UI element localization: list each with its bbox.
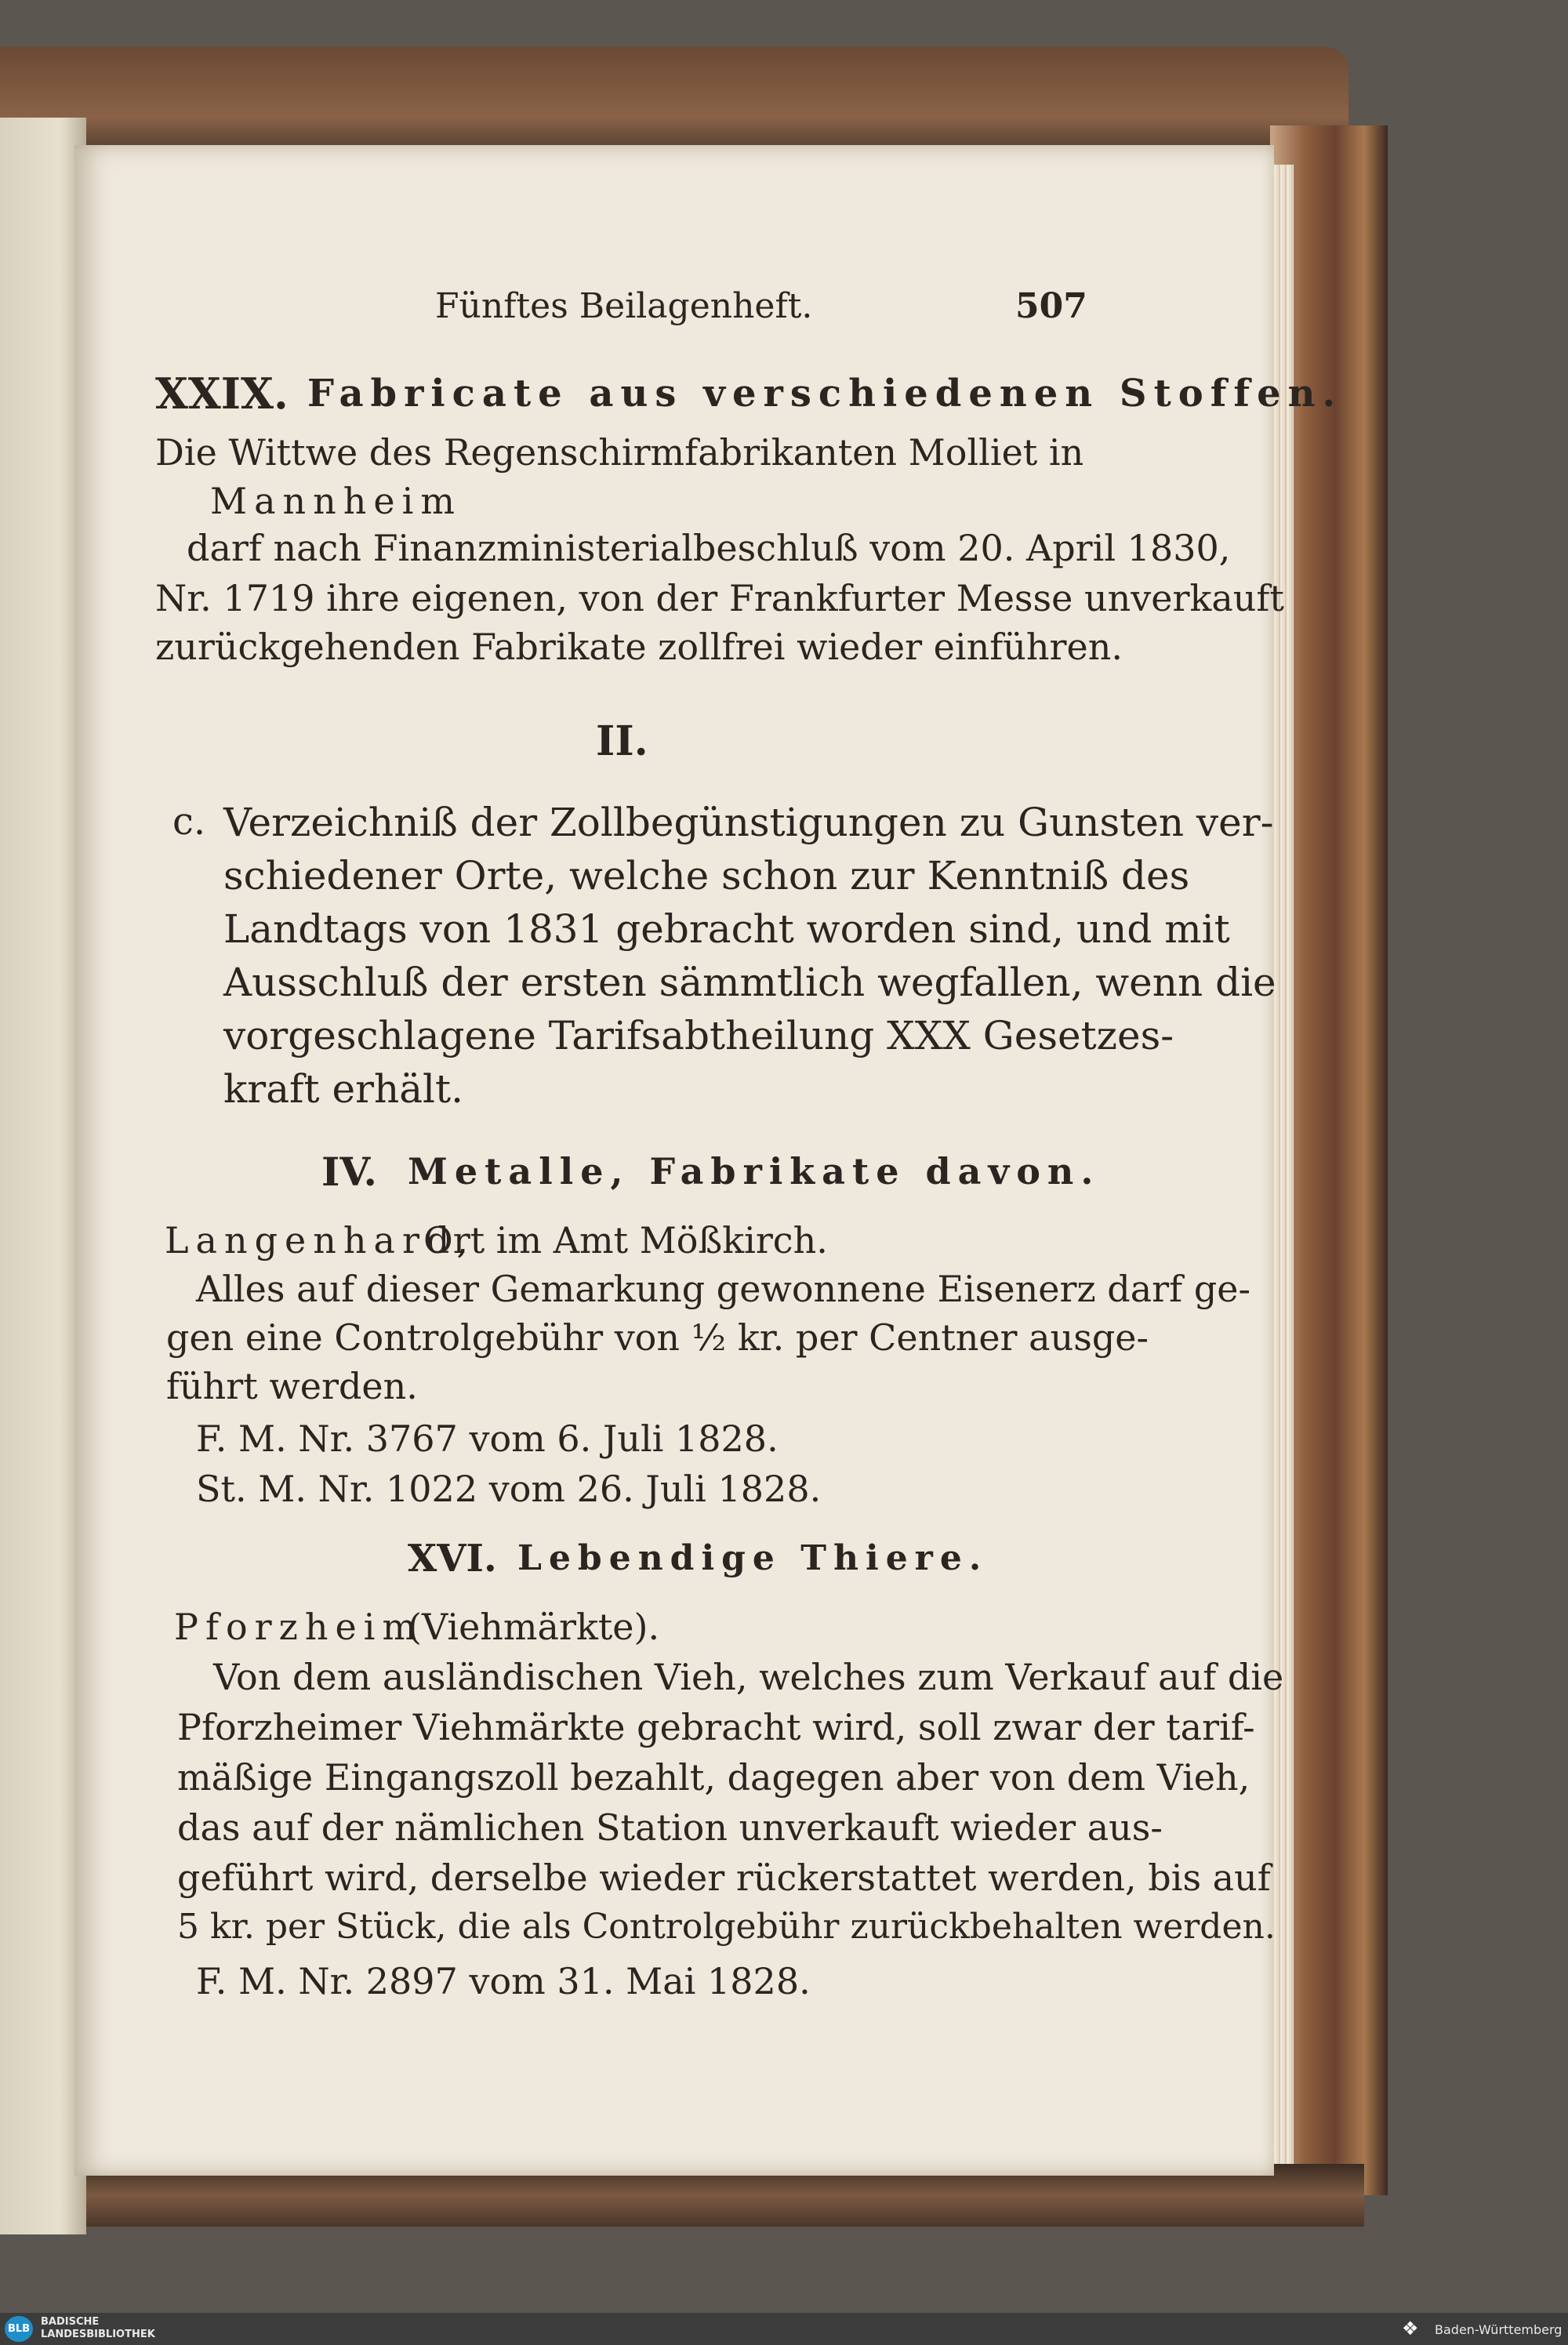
state-name[interactable]: Baden-Württemberg (1435, 2322, 1563, 2337)
section-xvi-body-line: das auf der nämlichen Station unverkauft wieder aus- (177, 1806, 1163, 1849)
section-ii-line: vorgeschlagene Tarifsabtheilung XXX Gesetzes- (223, 1013, 1174, 1058)
section-xxix-entry: Die Wittwe des Regenschirmfabrikanten Molliet in (155, 431, 1084, 474)
section-iv-reference: F. M. Nr. 3767 vom 6. Juli 1828. (196, 1418, 779, 1460)
page-number: 507 (1015, 286, 1087, 326)
section-xxix-body-line: darf nach Finanzministerialbeschluß vom 20. April 1830, (187, 527, 1231, 569)
baden-wuerttemberg-lions-icon: ❖ (1402, 2318, 1419, 2340)
section-iv-place-detail: Ort im Amt Mößkirch. (423, 1219, 828, 1261)
section-xvi-body-line: geführt wird, derselbe wieder rückerstattet werden, bis auf (177, 1857, 1271, 1899)
section-ii-line: schiedener Orte, welche schon zur Kenntniß des (223, 853, 1190, 898)
section-iv-place: Langenhard, (165, 1219, 476, 1261)
section-ii-line: Ausschluß der ersten sämmtlich wegfallen, wenn die (223, 960, 1276, 1005)
section-xvi-number: XVI. (408, 1537, 497, 1581)
section-xvi-title: Lebendige Thiere. (517, 1538, 989, 1578)
library-name-line2: LANDESBIBLIOTHEK (41, 2329, 155, 2340)
section-xvi-place-detail: (Viehmärkte). (408, 1606, 660, 1648)
section-xvi-body-line: 5 kr. per Stück, die als Controlgebühr zurückbehalten werden. (177, 1907, 1276, 1947)
section-ii-line: kraft erhält. (223, 1066, 463, 1112)
section-xxix-place: Mannheim (210, 480, 462, 522)
running-head: Fünftes Beilagenheft. (435, 286, 813, 326)
library-name[interactable] (41, 2316, 155, 2341)
section-iv-body-line: führt werden. (166, 1365, 418, 1407)
section-xvi-body-line: Pforzheimer Viehmärkte gebracht wird, soll zwar der tarif- (177, 1706, 1255, 1748)
section-xxix-number: XXIX. (155, 368, 289, 419)
section-iv-body-line: Alles auf dieser Gemarkung gewonnene Eisenerz darf ge- (196, 1268, 1251, 1310)
section-xxix-body-line: Nr. 1719 ihre eigenen, von der Frankfurter Messe unverkauft (155, 577, 1284, 619)
section-ii-label: c. (172, 800, 206, 844)
section-iv-reference: St. M. Nr. 1022 vom 26. Juli 1828. (196, 1468, 822, 1510)
section-iv-body-line: gen eine Controlgebühr von ½ kr. per Centner ausge- (166, 1316, 1149, 1359)
section-iv-number: IV. (321, 1149, 377, 1195)
section-xxix-title: Fabricate aus verschiedenen Stoffen. (307, 372, 1343, 416)
section-ii-heading: II. (596, 717, 648, 765)
section-ii-line: Verzeichniß der Zollbegünstigungen zu Gunsten ver- (223, 800, 1274, 845)
section-xvi-reference: F. M. Nr. 2897 vom 31. Mai 1828. (196, 1960, 811, 2002)
section-xvi-body-line: mäßige Eingangszoll bezahlt, dagegen aber von dem Vieh, (177, 1756, 1250, 1799)
library-name-line1: BADISCHE (41, 2316, 100, 2328)
section-iv-title: Metalle, Fabrikate davon. (408, 1150, 1101, 1192)
blb-logo[interactable]: BLB (5, 2316, 33, 2342)
section-ii-line: Landtags von 1831 gebracht worden sind, und mit (223, 906, 1230, 952)
viewer-footer (0, 2313, 1568, 2345)
section-xvi-body-line: Von dem ausländischen Vieh, welches zum Verkauf auf die (213, 1656, 1284, 1698)
left-page-edge (0, 118, 86, 2234)
section-xvi-place: Pforzheim (174, 1606, 424, 1648)
section-xxix-body-line: zurückgehenden Fabrikate zollfrei wieder einführen. (155, 626, 1123, 668)
